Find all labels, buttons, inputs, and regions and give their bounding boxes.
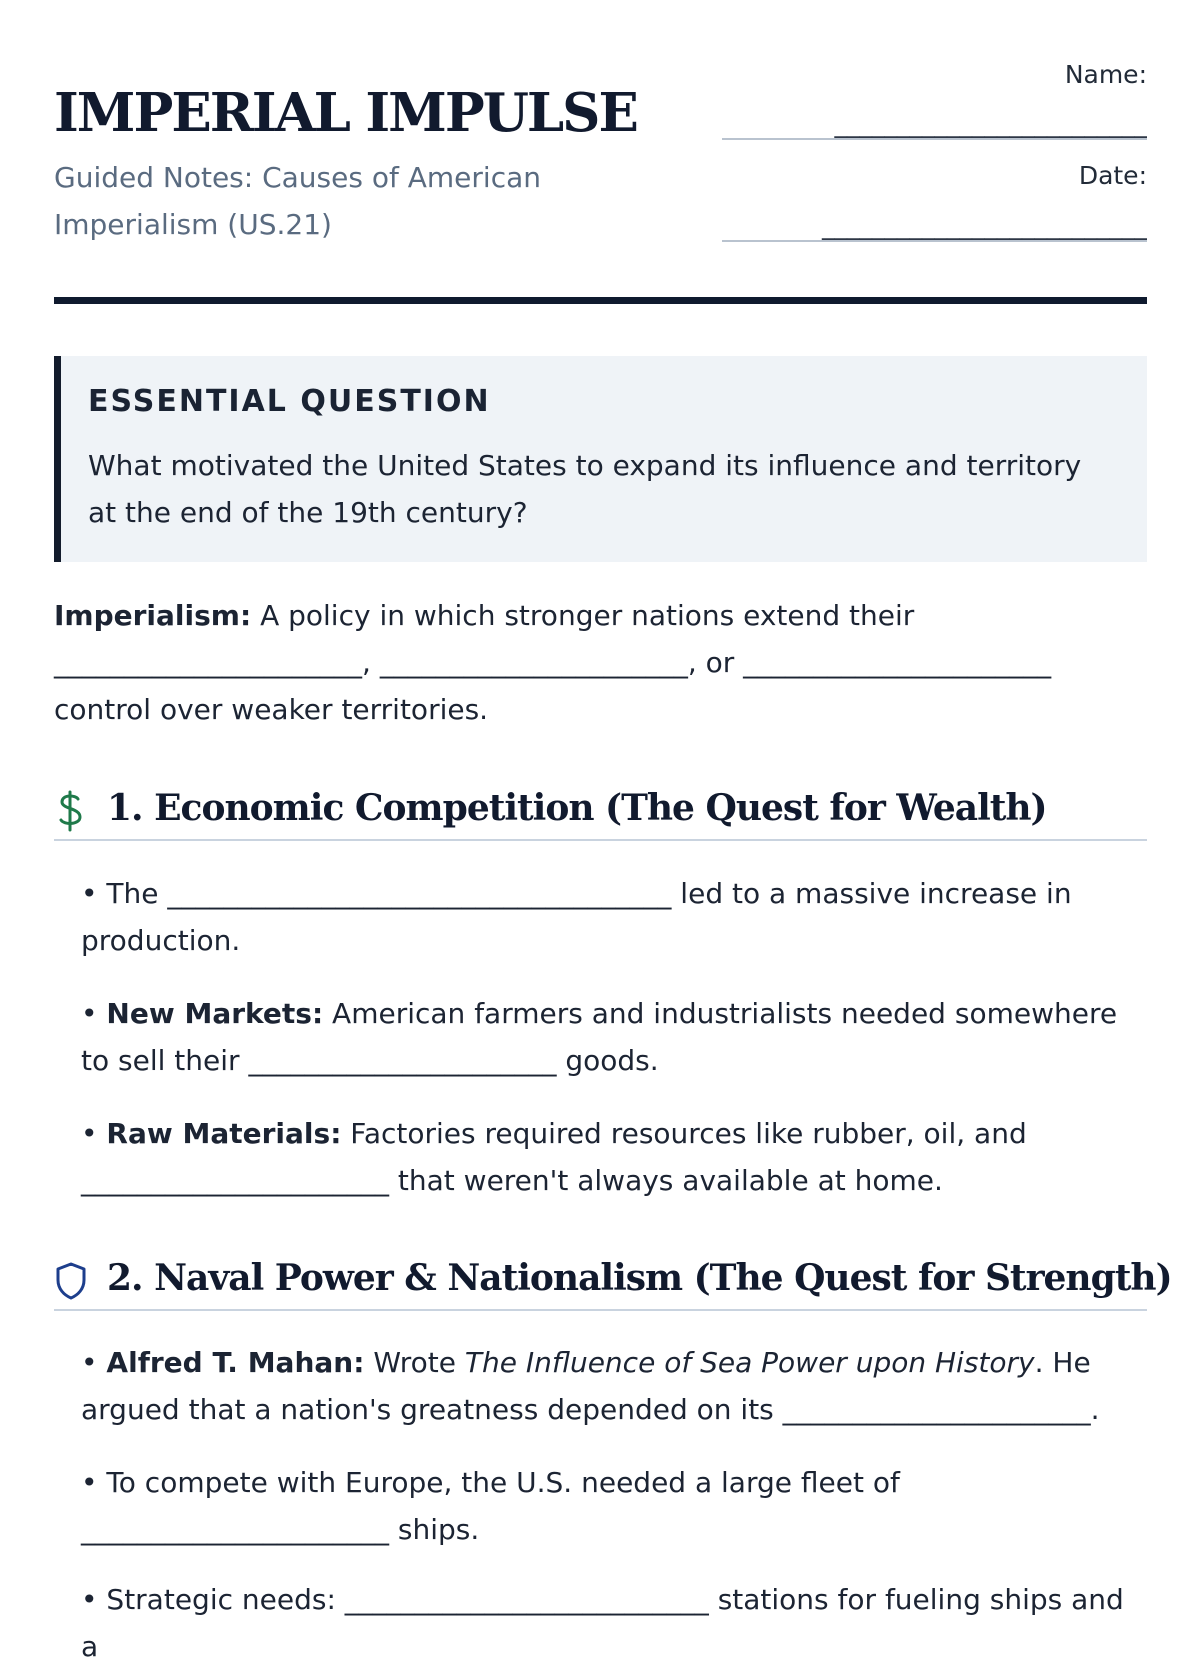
- bullet-marker: •: [81, 1346, 107, 1379]
- worksheet-page: [54, 0, 1172, 1663]
- header-divider: [54, 297, 1147, 304]
- raw-materials-blank[interactable]: ______________________: [81, 1164, 389, 1197]
- definition-separator: ,: [362, 646, 380, 679]
- definition-separator: , or: [687, 646, 744, 679]
- bullet-text: American farmers and industrialists needed somewhere to sell their: [81, 997, 1118, 1077]
- section-naval-heading: [54, 1251, 1172, 1311]
- page-subtitle: Guided Notes: Causes of American Imperialism (US.21): [54, 161, 541, 241]
- naval-bullet-strategic: [81, 1576, 1147, 1670]
- naval-bullet-fleet: [81, 1459, 1147, 1553]
- section-economic-heading: [54, 781, 1147, 841]
- bullet-text: stations for fueling ships and a: [81, 1583, 1124, 1663]
- bullet-text: . He argued that a nation's greatness depended on its: [81, 1346, 1091, 1426]
- economic-bullet-new-markets: [81, 990, 1147, 1084]
- economic-bullet-industrial: [81, 870, 1147, 964]
- book-title: The Influence of Sea Power upon History: [464, 1346, 1035, 1379]
- dollar-icon: [54, 789, 88, 837]
- bullet-text: • The: [81, 877, 168, 910]
- bullet-text: Wrote: [364, 1346, 465, 1379]
- bullet-text: goods.: [556, 1044, 659, 1077]
- surplus-goods-blank[interactable]: ______________________: [248, 1044, 557, 1077]
- bullet-text: • Strategic needs:: [81, 1583, 345, 1616]
- bullet-text: • To compete with Europe, the U.S. needed a large fleet of: [81, 1466, 900, 1499]
- naval-bullet-mahan: [81, 1339, 1147, 1433]
- definition-blank-2[interactable]: ______________________: [379, 646, 688, 679]
- bullet-text: that weren't always available at home.: [389, 1164, 943, 1197]
- fleet-ships-blank[interactable]: ______________________: [81, 1513, 389, 1546]
- economic-bullet-raw-materials: [81, 1110, 1147, 1204]
- bullet-text: .: [1090, 1393, 1100, 1426]
- essential-question-text: What motivated the United States to expand its influence and territory at the end of the 19th century?: [88, 449, 1082, 529]
- imperialism-definition: [54, 592, 1147, 733]
- sea-power-blank[interactable]: ______________________: [782, 1393, 1091, 1426]
- bullet-label: Raw Materials:: [106, 1117, 342, 1150]
- definition-text: A policy in which stronger nations extend their: [251, 599, 915, 632]
- date-label: Date:: [1078, 161, 1147, 190]
- section-naval-title: 2. Naval Power & Nationalism (The Quest for Strength): [107, 1257, 1172, 1299]
- page-title: IMPERIAL IMPULSE: [54, 82, 637, 144]
- bullet-text: Factories required resources like rubber, oil, and: [341, 1117, 1027, 1150]
- bullet-marker: •: [81, 1117, 107, 1150]
- definition-term: Imperialism:: [54, 599, 252, 632]
- bullet-marker: •: [81, 997, 107, 1030]
- date-field[interactable]: __________________________: [722, 212, 1147, 242]
- coaling-stations-blank[interactable]: __________________________: [344, 1583, 709, 1616]
- name-label: Name:: [1064, 60, 1147, 89]
- section-economic-title: 1. Economic Competition (The Quest for Wealth): [107, 787, 1047, 829]
- essential-question-heading: ESSENTIAL QUESTION: [88, 384, 491, 419]
- name-field[interactable]: _________________________: [722, 110, 1147, 140]
- shield-icon: [54, 1259, 88, 1307]
- bullet-text: ships.: [389, 1513, 480, 1546]
- industrial-revolution-blank[interactable]: ____________________________________: [167, 877, 672, 910]
- definition-blank-3[interactable]: ______________________: [743, 646, 1052, 679]
- bullet-text: led to a massive increase in production.: [81, 877, 1072, 957]
- definition-blank-1[interactable]: ______________________: [54, 646, 362, 679]
- definition-text: control over weaker territories.: [54, 693, 489, 726]
- bullet-label: New Markets:: [106, 997, 324, 1030]
- essential-question-box: [54, 356, 1147, 562]
- bullet-label: Alfred T. Mahan:: [106, 1346, 365, 1379]
